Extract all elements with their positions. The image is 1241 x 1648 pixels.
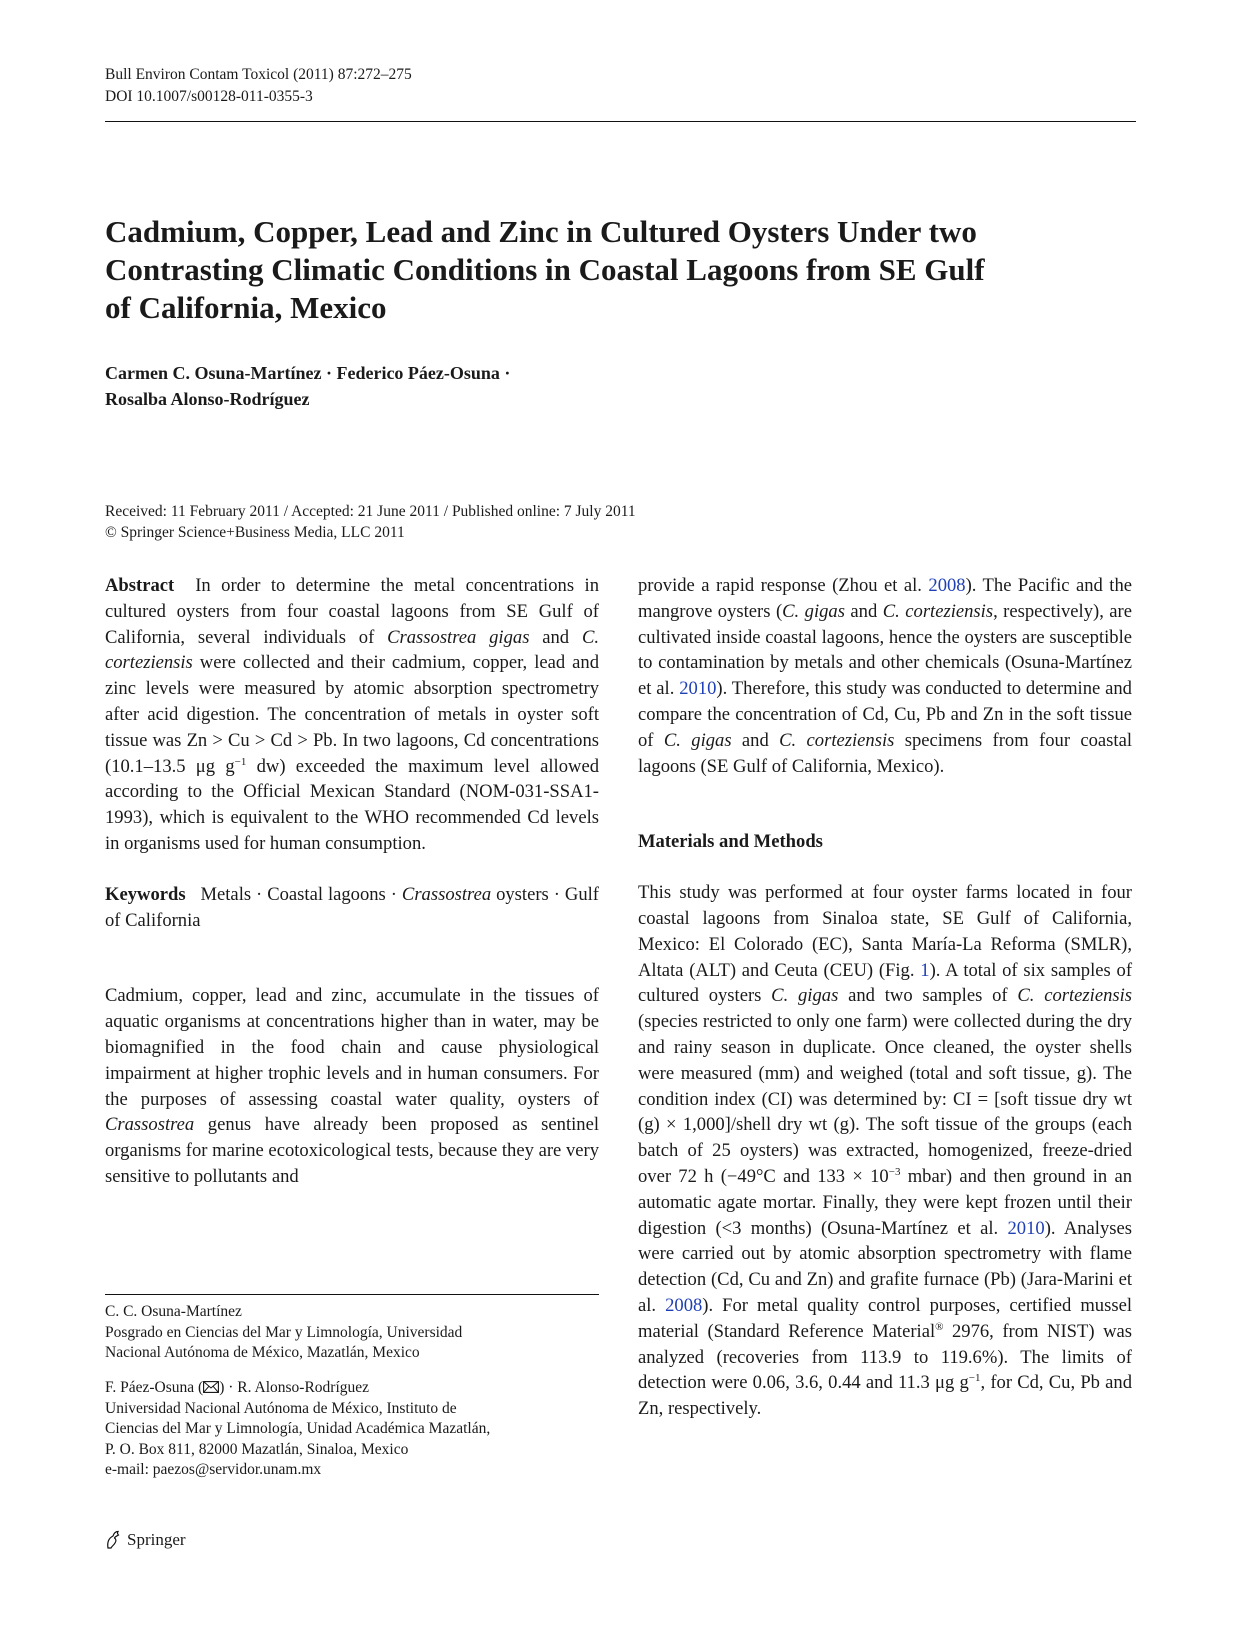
abstract-text: dw) exceeded the maximum level allowed according to the Official Mexican Standard (NOM-031-SSA1-1993), which is equivalent to the WHO recommended Cd levels in organisms used for human consumption. [105,755,599,854]
body-text: mbar) and then ground in an automatic agate mortar. Finally, they were kept frozen until their digestion (<3 months) (Osuna-Martínez et al. [638,1165,1132,1239]
methods-paragraph [638,880,1132,1422]
affiliation-line: P. O. Box 811, 82000 Mazatlán, Sinaloa, Mexico [105,1440,409,1458]
body-text: ). The Pacific and the mangrove oysters ( [638,575,1132,622]
intro-text: genus have already been proposed as sentinel organisms for marine ecotoxicological tests, because they are very sensitive to pollutants and [105,1114,599,1187]
species-name: C. corteziensis [779,729,895,751]
body-text: , for Cd, Cu, Pb and Zn, respectively. [638,1372,1132,1420]
keywords [105,882,599,934]
copyright: © Springer Science+Business Media, LLC 2011 [105,524,405,541]
affiliation-2 [105,1378,599,1481]
keywords-genus: Crassostrea [401,883,492,905]
affiliation-author-text: ) · R. Alonso-Rodríguez [219,1379,370,1396]
body-text: , respectively), are cultivated inside coastal lagoons, hence the oysters are susceptible to contamination by metals and other chemicals (Osuna-Martínez et al. [638,600,1133,700]
species-name: C. corteziensis [882,600,994,622]
title-line-3: of California, Mexico [105,290,387,325]
affiliation-1 [105,1302,599,1364]
species-name: C. gigas [771,985,839,1007]
body-text: ). For metal quality control purposes, certified mussel material (Standard Reference Material [638,1294,1132,1342]
species-name: C. gigas [663,729,732,751]
affiliation-author: C. C. Osuna-Martínez [105,1303,242,1320]
journal-citation: Bull Environ Contam Toxicol (2011) 87:272–275 [105,66,412,83]
publisher-footer [105,1530,186,1550]
body-text: ). A total of six samples of cultured oysters [638,959,1133,1007]
citation-link[interactable]: 2008 [665,1294,703,1316]
authors-line-2: Rosalba Alonso-Rodríguez [105,389,310,409]
intro-continuation [638,573,1132,779]
intro-text: Cadmium, copper, lead and zinc, accumulate in the tissues of aquatic organisms at concentrations higher than in water, may be biomagnified in the food chain and cause physiological impairment at higher trophic levels and in human consumers. For the purposes of assessing coastal water quality, oysters of [105,985,599,1110]
body-text: 2976, from NIST) was analyzed (recoveries from 113.9 to 119.6%). The limits of detection were 0.06, 3.6, 0.44 and 11.3 μg g [638,1320,1132,1394]
species-name: C. corteziensis [105,626,599,674]
abstract-text: In order to determine the metal concentrations in cultured oysters from four coastal lagoons from SE Gulf of California, several individuals of [105,575,600,648]
affiliation-line: Ciencias del Mar y Limnología, Unidad Académica Mazatlán, [105,1420,491,1437]
left-column [105,573,599,1190]
affiliation-line: Universidad Nacional Autónoma de México, Instituto de [105,1399,457,1417]
body-text: and [844,600,883,622]
body-text: specimens from four coastal lagoons (SE Gulf of California, Mexico). [638,729,1132,777]
title-line-2: Contrasting Climatic Conditions in Coastal Lagoons from SE Gulf [105,252,985,287]
abstract-text: were collected and their cadmium, copper, lead and zinc levels were measured by atomic absorption spectrometry after acid digestion. The concentration of metals in oyster soft tissue was Zn > Cu > Cd > Pb. In two lagoons, Cd concentrations (10.1–13.5 μg g [105,652,599,777]
dates-history: Received: 11 February 2011 / Accepted: 21 June 2011 / Published online: 7 July 2011 [105,503,636,520]
keywords-text: oysters · Gulf of California [105,883,599,931]
affiliation-author-text: F. Páez-Osuna ( [105,1379,204,1396]
introduction-paragraph [105,983,599,1189]
figure-link[interactable]: 1 [920,959,930,981]
keywords-text: Metals · Coastal lagoons · [200,883,402,905]
abstract [105,573,599,857]
publisher-name: Springer [127,1530,186,1549]
species-name: C. corteziensis [1017,985,1133,1007]
contact-email[interactable]: e-mail: paezos@servidor.unam.mx [105,1461,322,1478]
header-rule [105,121,1136,122]
body-text: and two samples of [838,985,1018,1007]
envelope-icon[interactable] [203,1381,219,1393]
doi[interactable]: DOI 10.1007/s00128-011-0355-3 [105,88,313,105]
exponent: −1 [234,755,247,768]
title-line-1: Cadmium, Copper, Lead and Zinc in Cultured Oysters Under two [105,214,977,249]
publication-history [105,501,636,543]
citation-link[interactable]: 2010 [1007,1217,1045,1239]
citation-link[interactable]: 2008 [928,575,966,596]
citation-link[interactable]: 2010 [679,678,717,700]
body-text: ). Therefore, this study was conducted to determine and compare the concentration of Cd, Cu, Pb and Zn in the soft tissue of [638,678,1132,751]
affiliation-line: Posgrado en Ciencias del Mar y Limnología, Universidad [105,1323,463,1341]
body-text: and [731,729,780,751]
body-text: This study was performed at four oyster farms located in four coastal lagoons from Sinaloa state, SE Gulf of California, Mexico: El Colorado (EC), Santa María-La Reforma (SMLR), Altata (ALT) and Ceuta (CEU) (Fig. [638,882,1132,981]
footnote-rule [105,1294,599,1295]
body-text: provide a rapid response (Zhou et al. [638,575,929,596]
journal-header [105,64,412,108]
body-text: (species restricted to only one farm) were collected during the dry and rainy season in duplicate. Once cleaned, the oyster shells were measured (mm) and weighed (total and soft tissue, g). The condition index (CI) was determined by: CI = [soft tissue dry wt (g) × 1,000]/shell dry wt (g). The soft tissue of the groups (each batch of 25 oysters) was extracted, homogenized, freeze-dried over 72 h (−49°C and 133 × 10 [638,1011,1132,1187]
species-name: C. gigas [782,600,845,622]
genus-name: Crassostrea [105,1114,195,1136]
abstract-text: and [529,626,582,648]
springer-horse-icon [105,1530,121,1550]
authors-line-1: Carmen C. Osuna-Martínez · Federico Páez-Osuna · [105,363,511,383]
right-column [638,573,1132,1422]
affiliation-line: Nacional Autónoma de México, Mazatlán, Mexico [105,1344,420,1361]
species-name: Crassostrea gigas [387,626,530,648]
exponent: −3 [888,1165,901,1178]
article-title [105,213,1065,327]
abstract-label: Abstract [105,575,175,596]
body-text: ). Analyses were carried out by atomic absorption spectrometry with flame detection (Cd, Cu and Zn) and grafite furnace (Pb) (Jara-Marini et al. [638,1217,1132,1316]
registered-mark: ® [935,1320,944,1333]
author-list [105,360,510,412]
affiliation-author [105,1378,599,1399]
keywords-label: Keywords [105,883,186,905]
exponent: −1 [968,1372,981,1385]
section-heading-methods: Materials and Methods [638,831,823,853]
